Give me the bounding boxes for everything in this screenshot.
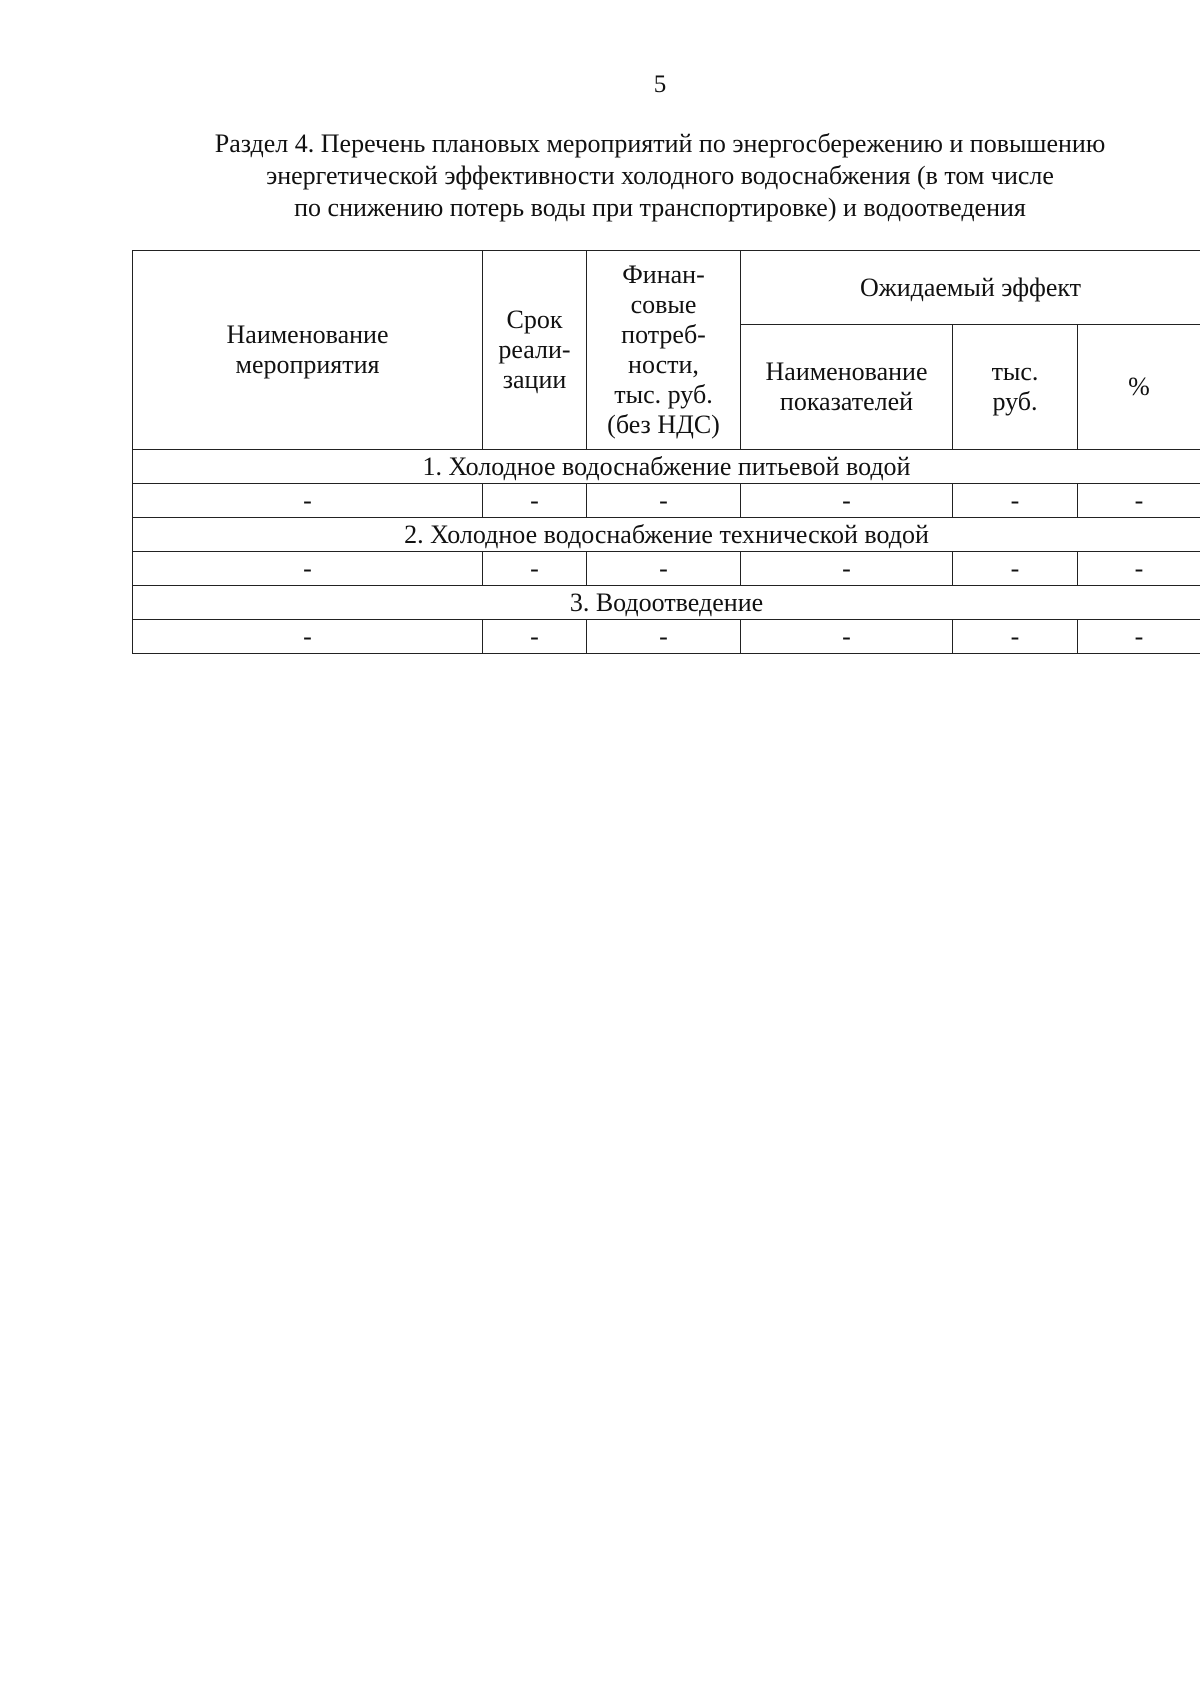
section-title xyxy=(130,128,1190,224)
cell: - xyxy=(953,620,1078,654)
group-title-wastewater: 3. Водоотведение xyxy=(133,586,1200,620)
header-percent: % xyxy=(1078,325,1200,450)
cell: - xyxy=(741,484,953,518)
cell: - xyxy=(1078,620,1200,654)
measures-table xyxy=(132,250,1200,654)
cell: - xyxy=(953,484,1078,518)
cell: - xyxy=(587,620,741,654)
cell: - xyxy=(483,552,587,586)
group-title-technical-water: 2. Холодное водоснабжение технической водой xyxy=(133,518,1200,552)
cell: - xyxy=(1078,484,1200,518)
cell: - xyxy=(587,552,741,586)
title-line: энергетической эффективности холодного водоснабжения (в том числе xyxy=(266,161,1054,190)
header-measure-name: Наименование мероприятия xyxy=(133,251,483,450)
group-title-drinking-water: 1. Холодное водоснабжение питьевой водой xyxy=(133,450,1200,484)
cell: - xyxy=(953,552,1078,586)
table-row xyxy=(133,484,1200,518)
cell: - xyxy=(483,620,587,654)
header-indicators: Наименование показателей xyxy=(741,325,953,450)
cell: - xyxy=(133,484,483,518)
cell: - xyxy=(133,620,483,654)
cell: - xyxy=(1078,552,1200,586)
header-expected-effect: Ожидаемый эффект xyxy=(741,251,1200,325)
cell: - xyxy=(483,484,587,518)
title-line: Раздел 4. Перечень плановых мероприятий по энергосбережению и повышению xyxy=(214,129,1106,158)
cell: - xyxy=(741,620,953,654)
header-finance: Финан- совые потреб- ности, тыс. руб. (без НДС) xyxy=(587,251,741,450)
page-number: 5 xyxy=(653,71,667,98)
cell: - xyxy=(741,552,953,586)
table-row xyxy=(133,552,1200,586)
cell: - xyxy=(133,552,483,586)
header-term: Срок реали- зации xyxy=(483,251,587,450)
header-thousand-rub: тыс. руб. xyxy=(953,325,1078,450)
table-row xyxy=(133,620,1200,654)
cell: - xyxy=(587,484,741,518)
title-line: по снижению потерь воды при транспортировке) и водоотведения xyxy=(294,193,1026,222)
